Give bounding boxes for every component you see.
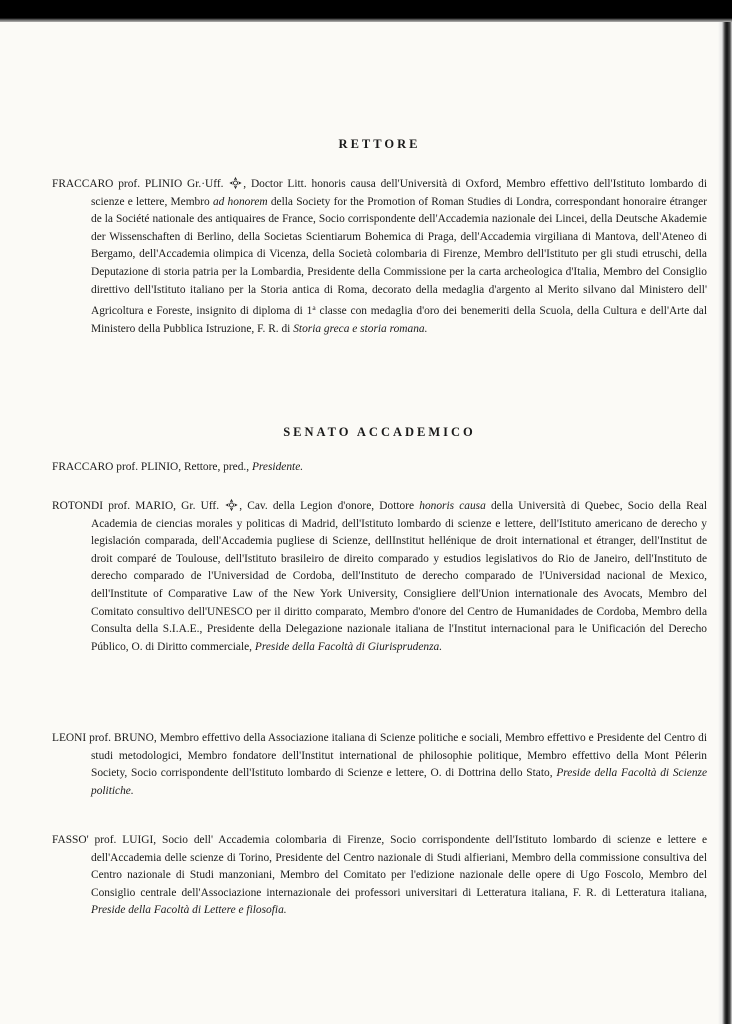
entry-name: ROTONDI prof. MARIO, Gr. Uff. xyxy=(52,500,220,512)
entry-fraccaro-rettore: FRACCARO prof. PLINIO Gr.·Uff. , Doctor Litt. honoris causa dell'Università di Oxford, Membro effettivo dell'Istituto lombardo di scienze e lettere, Membro ad honorem della Society for the Promotion of Roman Studies di Londra, correspondant honoraire étranger de la Société nationale des antiquaires de France, Socio corrispondente dell'Accademia nazionale dei Lincei, della Deutsche Akademie der Wissenschaften di Berlino, della Societas Scientiarum Bohemica di Praga, dell'Accademia virgiliana di Mantova, dell'Ateneo di Bergamo, dell'Accademia olimpica di Vicenza, della Società colombaria di Firenze, Membro dell'Istituto per gli studi etruschi, della Deputazione di storia patria per la Lombardia, Presidente della Commissione per la carta archeologica d'Italia, Membro del Consiglio direttivo dell'Istituto italiano per la Storia antica di Roma, decorato della medaglia d'argento al Merito silvano dal Ministero dell' Agricoltura e Foreste, insignito di diploma di 1$^a$ classe con medaglia d'oro dei benemeriti della Scuola, della Cultura e dell'Arte dal Ministero della Pubblica Istruzione, F. R. di Storia greca e storia romana. xyxy=(52,178,707,335)
order-cross-icon xyxy=(224,498,239,512)
scan-right-border xyxy=(718,22,732,1024)
heading-rettore: RETTORE xyxy=(338,137,421,151)
entry-fraccaro-presidente: FRACCARO prof. PLINIO, Rettore, pred., Presidente. xyxy=(52,461,304,473)
heading-senato-accademico: SENATO ACCADEMICO xyxy=(283,425,476,439)
order-cross-icon xyxy=(228,176,243,190)
entry-name: FRACCARO prof. PLINIO Gr.·Uff. xyxy=(52,178,224,190)
entry-leoni: LEONI prof. BRUNO, Membro effettivo della Associazione italiana di Scienze politiche e sociali, Membro effettivo e Presidente del Centro di studi metodologici, Membro fondatore dell'Institut international de philosophie politique, Membro effettivo della Mont Pélerin Society, Socio corrispondente dell'Istituto lombardo di Scienze e lettere, O. di Dottrina dello Stato, Preside della Facoltà di Scienze politiche. xyxy=(52,732,708,797)
scan-top-border xyxy=(0,0,732,22)
entry-rotondi: ROTONDI prof. MARIO, Gr. Uff. , Cav. della Legion d'onore, Dottore honoris causa della Università di Quebec, Socio della Real Academia de ciencias morales y politicas di Madrid, dell'Istituto lombardo di scienze e lettere, dell'Istituto americano de derecho y legislación comparada, dell'Accademia pugliese di Scienze, dellInstitut hellénique de droit international et étranger, dell'Institut de droit comparé de Toulouse, dell'Istituto brasileiro de direito comparado y estudios legislativos do Rio de Janeiro, dell'Instituto de derecho comparado de l'Universidad de Cordoba, dell'Instituto de derecho comparado de l'Universidad nacional de Mexico, dell'Institute of Comparative Law of the New York University, Consigliere dell'Union internationale des Avocats, Membro del Comitato consultivo dell'UNESCO per il diritto comparato, Membro d'onore del Centro de Humanidades de Cordoba, Membro della Consulta della S.I.A.E., Presidente della Delegazione nazionale italiana de l'Institut internacional para le Unificación del Derecho Público, O. di Diritto commerciale, Preside della Facoltà di Giurisprudenza. xyxy=(52,500,707,653)
entry-fasso: FASSO' prof. LUIGI, Socio dell' Accademia colombaria di Firenze, Socio corrispondente dell'Istituto lombardo di scienze e lettere e dell'Accademia delle scienze di Torino, Presidente del Centro nazionale di Studi alfieriani, Membro della commissione consultiva del Centro nazionale di Studi manzoniani, Membro del Comitato per l'edizione nazionale delle opere di Ugo Foscolo, Membro del Consiglio centrale dell'Associazione internazionale dei professori universitari di Letteratura italiana, F. R. di Letteratura italiana, Preside della Facoltà di Lettere e filosofia. xyxy=(52,834,707,917)
